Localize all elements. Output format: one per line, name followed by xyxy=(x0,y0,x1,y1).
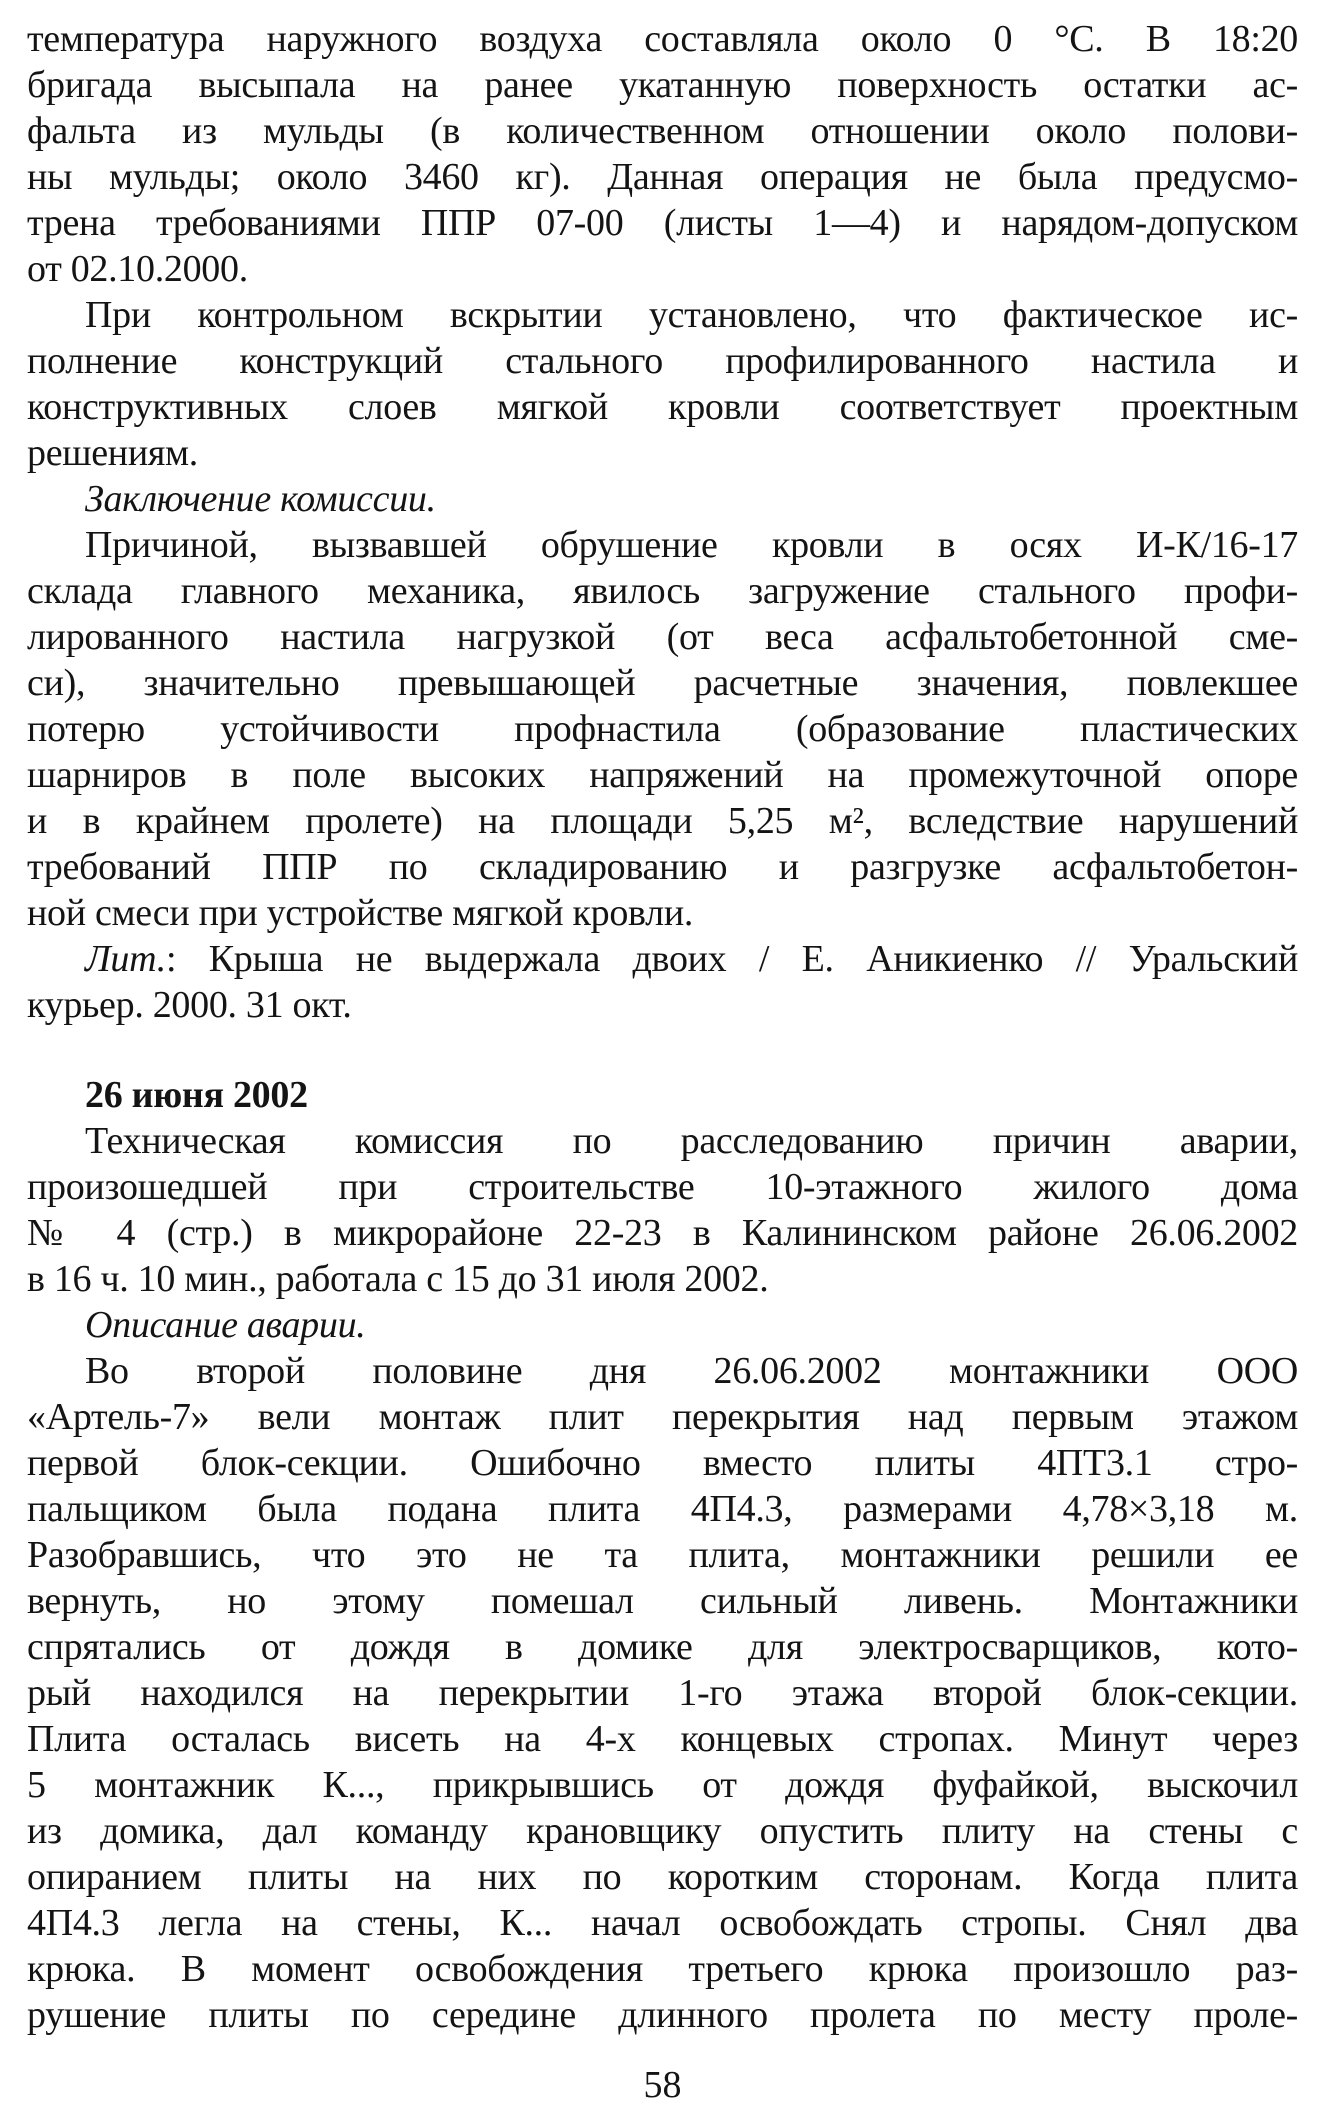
text-line: вернуть, но этому помешал сильный ливень. Монтажники xyxy=(27,1580,1298,1622)
text-line: в 16 ч. 10 мин., работала с 15 до 31 июля 2002. xyxy=(27,1258,769,1300)
text-line: из домика, дал команду крановщику опустить плиту на стены с xyxy=(27,1810,1298,1852)
text-line: Описание аварии. xyxy=(85,1304,366,1346)
text-line: склада главного механика, явилось загружение стального профи- xyxy=(27,570,1298,612)
text-line: си), значительно превышающей расчетные значения, повлекшее xyxy=(27,662,1298,704)
text-line: рушение плиты по середине длинного пролета по месту проле- xyxy=(27,1994,1298,2036)
text-line: Причиной, вызвавшей обрушение кровли в осях И-К/16-17 xyxy=(85,524,1298,566)
text-line: Разобравшись, что это не та плита, монтажники решили ее xyxy=(27,1534,1298,1576)
text-line: от 02.10.2000. xyxy=(27,248,248,290)
line-text: : Крыша не выдержала двоих / Е. Аникиенко // Уральский xyxy=(165,938,1298,980)
text-line: Заключение комиссии. xyxy=(85,478,436,520)
page-number: 58 xyxy=(643,2064,682,2106)
text-line: ны мульды; около 3460 кг). Данная операция не была предусмо- xyxy=(27,156,1298,198)
text-line: Плита осталась висеть на 4-х концевых стропах. Минут через xyxy=(27,1718,1298,1760)
text-line: трена требованиями ППР 07-00 (листы 1—4) и нарядом-допуском xyxy=(27,202,1298,244)
text-line: Во второй половине дня 26.06.2002 монтажники ООО xyxy=(85,1350,1298,1392)
text-line: крюка. В момент освобождения третьего крюка произошло раз- xyxy=(27,1948,1298,1990)
text-line: фальта из мульды (в количественном отношении около полови- xyxy=(27,110,1298,152)
text-line: полнение конструкций стального профилированного настила и xyxy=(27,340,1298,382)
text-line: пальщиком была подана плита 4П4.3, размерами 4,78×3,18 м. xyxy=(27,1488,1298,1530)
text-line: курьер. 2000. 31 окт. xyxy=(27,984,352,1026)
literature-label: Лит. xyxy=(85,938,166,980)
text-line: первой блок-секции. Ошибочно вместо плиты 4ПТ3.1 стро- xyxy=(27,1442,1298,1484)
text-line: ной смеси при устройстве мягкой кровли. xyxy=(27,892,694,934)
text-line: рый находился на перекрытии 1-го этажа второй блок-секции. xyxy=(27,1672,1298,1714)
text-line: опиранием плиты на них по коротким сторонам. Когда плита xyxy=(27,1856,1298,1898)
text-line: При контрольном вскрытии установлено, что фактическое ис- xyxy=(85,294,1298,336)
text-line: решениям. xyxy=(27,432,198,474)
text-line: № 4 (стр.) в микрорайоне 22-23 в Калининском районе 26.06.2002 xyxy=(27,1212,1298,1254)
text-block xyxy=(27,16,1298,2038)
text-line: температура наружного воздуха составляла около 0 °С. В 18:20 xyxy=(27,18,1298,60)
text-line: требований ППР по складированию и разгрузке асфальтобетон- xyxy=(27,846,1298,888)
text-line: произошедшей при строительстве 10-этажного жилого дома xyxy=(27,1166,1298,1208)
text-line: Техническая комиссия по расследованию причин аварии, xyxy=(85,1120,1298,1162)
text-line: конструктивных слоев мягкой кровли соответствует проектным xyxy=(27,386,1298,428)
text-line: потерю устойчивости профнастила (образование пластических xyxy=(27,708,1298,750)
text-line: «Артель-7» вели монтаж плит перекрытия над первым этажом xyxy=(27,1396,1298,1438)
text-line: и в крайнем пролете) на площади 5,25 м², вследствие нарушений xyxy=(27,800,1298,842)
text-line: бригада высыпала на ранее укатанную поверхность остатки ас- xyxy=(27,64,1298,106)
section-heading: 26 июня 2002 xyxy=(85,1074,308,1116)
text-line: спрятались от дождя в домике для электросварщиков, кото- xyxy=(27,1626,1298,1668)
text-line: шарниров в поле высоких напряжений на промежуточной опоре xyxy=(27,754,1298,796)
text-line: 4П4.3 легла на стены, К... начал освобождать стропы. Снял два xyxy=(27,1902,1298,1944)
text-line xyxy=(27,936,1298,982)
text-line: лированного настила нагрузкой (от веса асфальтобетонной сме- xyxy=(27,616,1298,658)
text-line: 5 монтажник К..., прикрывшись от дождя фуфайкой, выскочил xyxy=(27,1764,1298,1806)
